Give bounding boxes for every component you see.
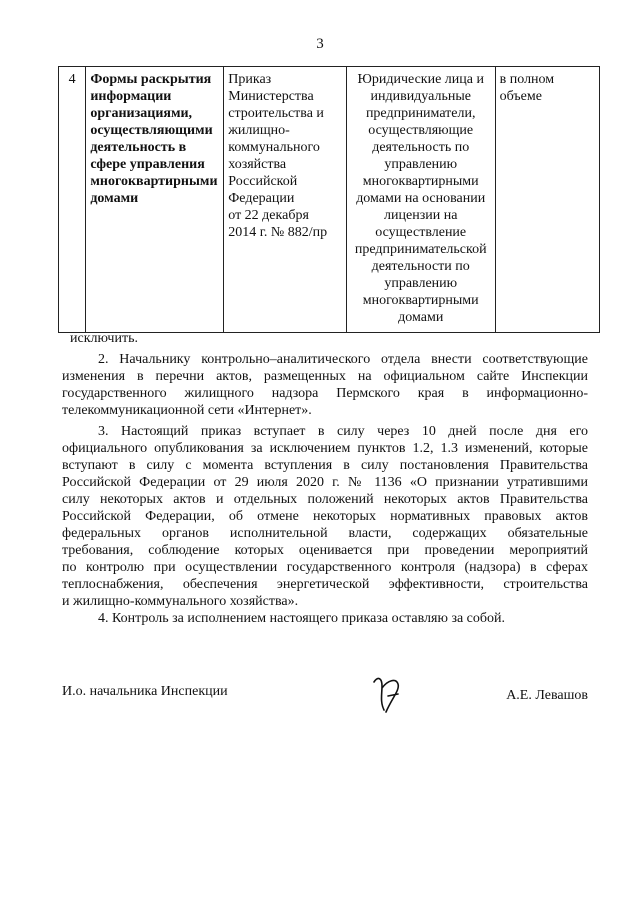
subjects-line: Юридические лица и xyxy=(357,72,484,87)
form-name-line: информации xyxy=(90,89,172,104)
paragraph-3-line: Российской Федерации от 29 июля 2020 г. № 1136 «О признании утратившими xyxy=(62,475,588,490)
act-line: строительства и xyxy=(228,106,324,121)
subjects-line: осуществляющие xyxy=(368,123,474,138)
signature-mark xyxy=(368,672,408,718)
paragraph-2-line: государственного жилищного надзора Пермского края в информационно- xyxy=(62,386,588,401)
acts-table xyxy=(58,66,600,333)
page-number: 3 xyxy=(316,36,324,52)
signatory-name: А.Е. Левашов xyxy=(506,688,588,703)
paragraph-3-line: официального опубликования за исключением пунктов 1.2, 1.3 изменений, которые xyxy=(62,441,588,456)
paragraph-2-line: телекоммуникационной сети «Интернет». xyxy=(62,403,312,418)
form-name-line: многоквартирными xyxy=(90,174,218,189)
paragraph-4: 4. Контроль за исполнением настоящего приказа оставляю за собой. xyxy=(98,611,506,626)
form-name-line: осуществляющими xyxy=(90,123,213,138)
paragraph-3-line: 3. Настоящий приказ вступает в силу через 10 дней после дня его xyxy=(98,424,588,439)
subjects-line: управлению xyxy=(384,157,458,172)
paragraph-2-line: изменения в перечни актов, размещенных на официальном сайте Инспекции xyxy=(62,369,588,384)
paragraph-3-line: теплоснабжения, обеспечения энергетической эффективности, строительства xyxy=(62,577,588,592)
paragraph-3-line: федеральных органов исполнительной власти, содержащих обязательные xyxy=(62,526,588,541)
paragraph-3-line: силу некоторых актов и отдельных положений некоторых актов Правительства xyxy=(62,492,588,507)
form-name-line: сфере управления xyxy=(90,157,205,172)
row-number: 4 xyxy=(59,67,86,333)
subjects-line: домами xyxy=(398,310,444,325)
subjects-line: предпринимательской xyxy=(354,242,487,257)
act-cell xyxy=(224,67,347,333)
act-line: 2014 г. № 882/пр xyxy=(228,225,328,240)
paragraph-3-line: вступают в силу с момента вступления в силу постановления Правительства xyxy=(62,458,588,473)
paragraph-2 xyxy=(62,351,588,419)
order-body xyxy=(62,330,588,627)
act-line: Российской xyxy=(228,174,298,189)
form-name-cell xyxy=(86,67,224,333)
act-line: жилищно- xyxy=(228,123,290,138)
subjects-line: осуществление xyxy=(375,225,467,240)
subjects-line: многоквартирными xyxy=(362,174,479,189)
scope-cell xyxy=(495,67,599,333)
signatory-title: И.о. начальника Инспекции xyxy=(62,684,228,699)
subjects-line: лицензии на xyxy=(384,208,458,223)
scope-line: в полном xyxy=(499,72,555,87)
subjects-line: управлению xyxy=(384,276,458,291)
subjects-line: деятельности по xyxy=(371,259,470,274)
form-name-line: домами xyxy=(90,191,139,206)
signature-block xyxy=(62,678,588,718)
form-name-line: Формы раскрытия xyxy=(90,72,212,87)
act-line: хозяйства xyxy=(228,157,287,172)
table-row xyxy=(59,67,600,333)
paragraph-3-line: по контролю при осуществлении государственного контроля (надзора) в сферах xyxy=(62,560,588,575)
paragraph-3-line: Российской Федерации, об отмене некоторых нормативных правовых актов xyxy=(62,509,588,524)
subjects-cell xyxy=(346,67,495,333)
act-line: коммунального xyxy=(228,140,320,155)
subjects-line: деятельность по xyxy=(372,140,470,155)
paragraph-3-line: и жилищно-коммунального хозяйства». xyxy=(62,594,299,609)
subjects-line: домами на основании xyxy=(356,191,486,206)
act-line: Министерства xyxy=(228,89,314,104)
act-line: Федерации xyxy=(228,191,295,206)
paragraph-3 xyxy=(62,423,588,610)
paragraph-3-line: требования, соблюдение которых оценивается при проведении мероприятий xyxy=(62,543,588,558)
form-name-line: деятельность в xyxy=(90,140,187,155)
act-line: Приказ xyxy=(228,72,272,87)
subjects-line: многоквартирными xyxy=(362,293,479,308)
form-name-line: организациями, xyxy=(90,106,193,121)
exclude-text: исключить. xyxy=(70,331,138,346)
paragraph-2-line: 2. Начальнику контрольно–аналитического отдела внести соответствующие xyxy=(98,352,588,367)
subjects-line: предприниматели, xyxy=(365,106,476,121)
act-line: от 22 декабря xyxy=(228,208,309,223)
scope-line: объеме xyxy=(499,89,542,104)
subjects-line: индивидуальные xyxy=(370,89,471,104)
